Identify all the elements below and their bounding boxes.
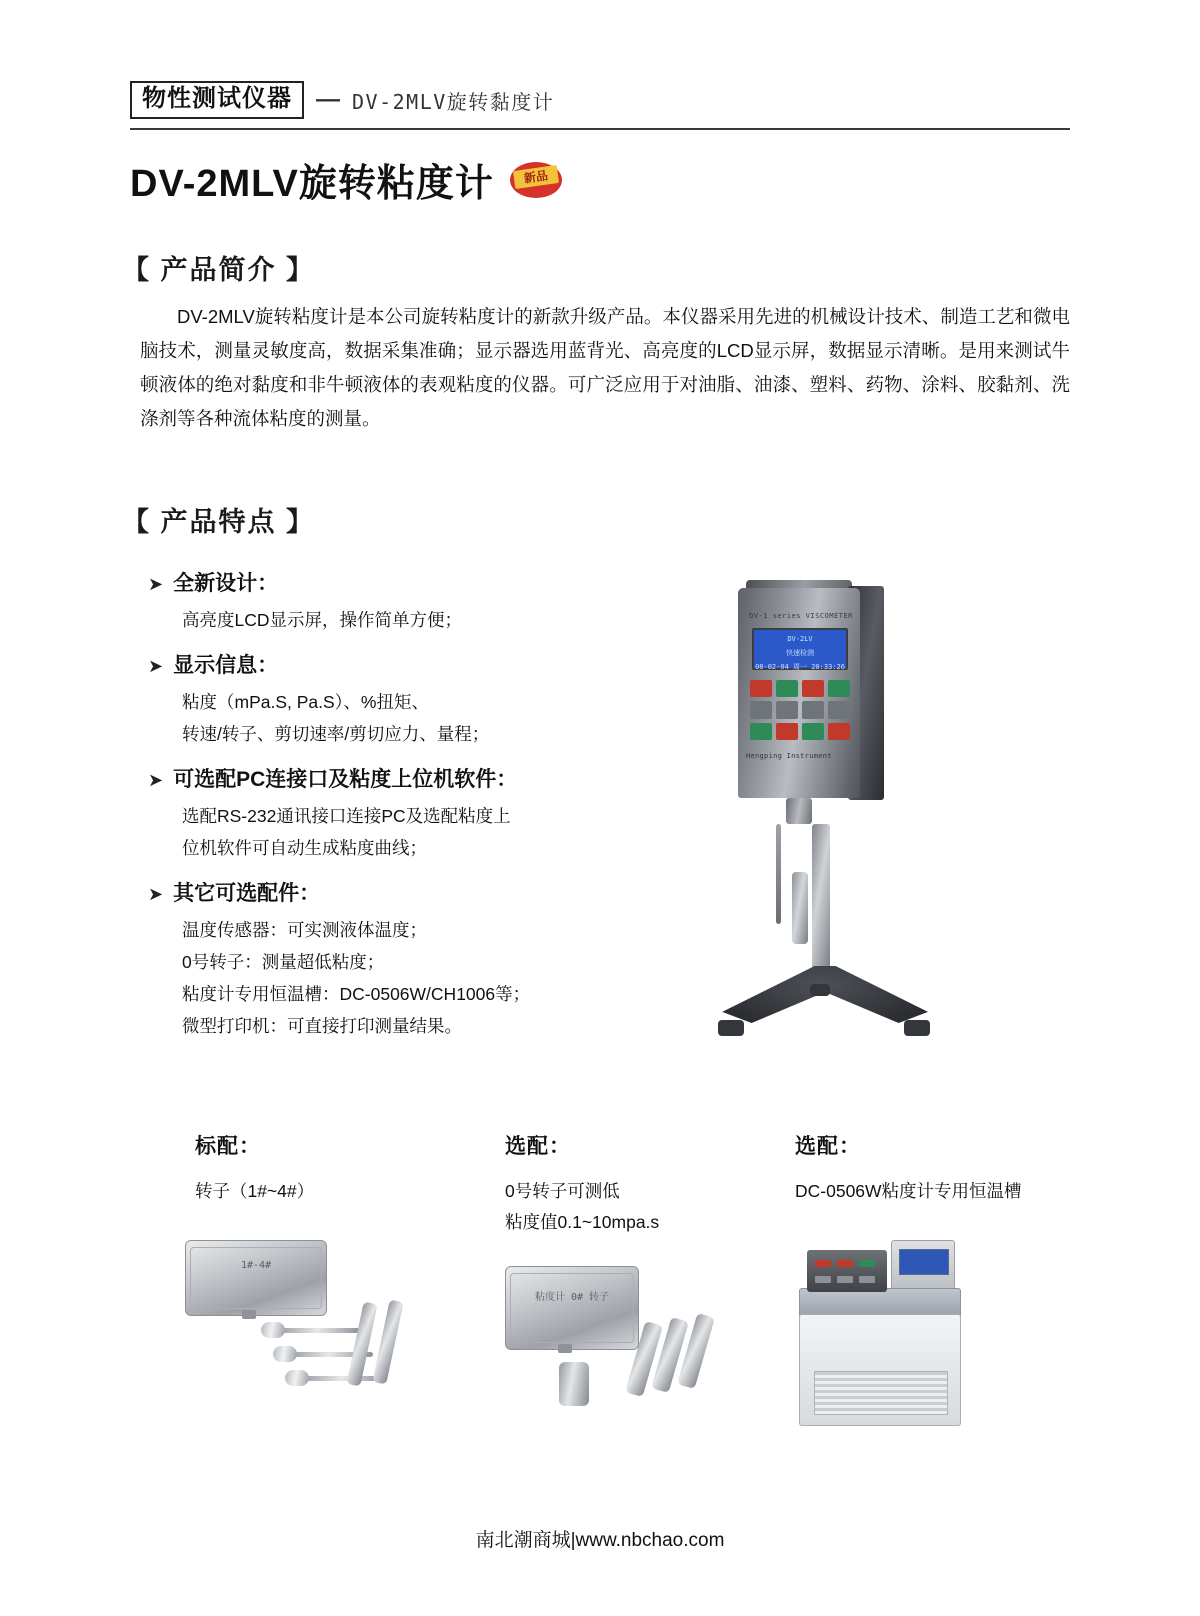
spindle-case	[505, 1266, 639, 1350]
feature-detail-line: 微型打印机：可直接打印测量结果。	[182, 1016, 462, 1036]
keypad-key	[802, 701, 824, 718]
instrument-spindle	[792, 872, 808, 944]
bath-vent-grill	[814, 1371, 948, 1415]
panel-button	[815, 1276, 831, 1283]
column-description	[195, 1176, 495, 1207]
keypad-key	[750, 723, 772, 740]
header-category-badge: 物性测试仪器	[130, 81, 304, 119]
keypad-key	[828, 723, 850, 740]
feature-detail-lines	[182, 604, 708, 636]
instrument-base	[718, 966, 928, 1028]
feature-title-text: 显示信息：	[173, 654, 279, 677]
new-product-badge-icon	[510, 158, 562, 202]
column-description-line: 转子（1#~4#）	[195, 1181, 315, 1201]
feature-detail-line: 位机软件可自动生成粘度曲线；	[182, 838, 427, 858]
feature-title-text: 可选配PC连接口及粘度上位机软件：	[173, 768, 518, 791]
column-title: 选配：	[505, 1135, 571, 1158]
column-description-line: 粘度值0.1~10mpa.s	[505, 1212, 660, 1232]
column-description-line: DC-0506W粘度计专用恒温槽	[795, 1181, 1022, 1201]
feature-detail-lines	[182, 800, 708, 864]
column-description	[795, 1176, 1095, 1207]
accessory-photo-thermostatic-bath	[795, 1240, 1055, 1440]
feature-title-row	[148, 878, 708, 910]
arrow-right-icon: ➤	[148, 884, 164, 904]
spindle-head	[261, 1322, 285, 1338]
feature-detail-line: 选配RS-232通讯接口连接PC及选配粘度上	[182, 806, 511, 826]
column-description-line: 0号转子可测低	[505, 1181, 620, 1201]
keypad-key	[776, 701, 798, 718]
arrow-right-icon: ➤	[148, 574, 164, 594]
instrument-logo-text: Hengping Instrument	[746, 752, 832, 760]
section-heading-features: 【 产品特点 】	[122, 507, 316, 537]
keypad-key	[802, 723, 824, 740]
instrument-keypad	[750, 680, 850, 740]
feature-detail-lines	[182, 914, 708, 1042]
feature-title-text: 全新设计：	[173, 572, 279, 595]
accessory-column-standard	[195, 1130, 495, 1272]
panel-button	[837, 1276, 853, 1283]
arrow-right-icon: ➤	[148, 656, 164, 676]
spindle-head	[285, 1370, 309, 1386]
keypad-key	[828, 701, 850, 718]
panel-readout	[859, 1260, 875, 1267]
page-title-row	[130, 152, 562, 207]
features-list	[148, 568, 708, 1056]
feature-item	[148, 568, 708, 636]
feature-detail-lines	[182, 686, 708, 750]
spindle-head	[273, 1346, 297, 1362]
feature-detail-line: 温度传感器：可实测液体温度；	[182, 920, 427, 940]
bath-control-panel	[807, 1250, 887, 1292]
introduction-paragraph: DV-2MLV旋转粘度计是本公司旋转粘度计的新款升级产品。本仪器采用先进的机械设计技术、制造工艺和微电脑技术，测量灵敏度高，数据采集准确；显示器选用蓝背光、高亮度的LCD显示屏，数据显示清晰。是用来测试牛顿液体的绝对黏度和非牛顿液体的表观粘度的仪器。可广泛应用于对油脂、油漆、塑料、药物、涂料、胶黏剂、洗涤剂等各种流体粘度的测量。	[140, 306, 1070, 429]
case-latch	[558, 1344, 572, 1353]
section-heading-introduction: 【 产品简介 】	[122, 255, 316, 285]
case-label: 1#-4#	[240, 1260, 272, 1272]
accessory-column-optional-bath	[795, 1130, 1095, 1207]
header-model-text: DV-2MLV旋转黏度计	[352, 89, 555, 114]
feature-item	[148, 650, 708, 750]
lcd-line-2: 快速检测	[786, 649, 814, 657]
instrument-foot	[904, 1020, 930, 1036]
lcd-line-3: 08-02-04 周一 20:33:26	[755, 663, 845, 671]
keypad-key	[750, 701, 772, 718]
panel-button	[859, 1276, 875, 1283]
feature-item	[148, 764, 708, 864]
feature-detail-line: 粘度计专用恒温槽：DC-0506W/CH1006等；	[182, 984, 531, 1004]
feature-title-row	[148, 568, 708, 600]
keypad-key	[776, 723, 798, 740]
feature-detail-line: 0号转子：测量超低粘度；	[182, 952, 385, 972]
arrow-right-icon: ➤	[148, 770, 164, 790]
bath-controller-screen	[899, 1249, 949, 1275]
spindle-rod	[281, 1328, 361, 1333]
keypad-key	[776, 680, 798, 697]
case-edge	[190, 1247, 322, 1309]
feature-item	[148, 878, 708, 1042]
column-title: 标配：	[195, 1135, 261, 1158]
spindle-cup	[559, 1362, 589, 1406]
column-description	[505, 1176, 805, 1238]
badge-label: 新品	[523, 167, 549, 186]
accessories-columns	[150, 1130, 1050, 1500]
keypad-key	[750, 680, 772, 697]
case-label: 粘度计 0# 转子	[534, 1292, 610, 1304]
page-title: DV-2MLV旋转粘度计	[130, 163, 494, 205]
document-header	[130, 80, 1070, 132]
instrument-foot	[810, 984, 830, 996]
instrument-lcd-screen	[752, 628, 848, 670]
feature-detail-line: 高亮度LCD显示屏，操作简单方便；	[182, 610, 463, 630]
header-divider	[130, 128, 1070, 130]
case-edge	[510, 1273, 634, 1343]
feature-title-row	[148, 764, 708, 796]
column-title: 选配：	[795, 1135, 861, 1158]
keypad-key	[802, 680, 824, 697]
panel-readout	[815, 1260, 831, 1267]
instrument-neck	[786, 798, 812, 824]
instrument-foot	[718, 1020, 744, 1036]
panel-readout	[837, 1260, 853, 1267]
case-latch	[242, 1310, 256, 1319]
accessory-photo-spindle-set	[185, 1240, 475, 1440]
product-photo-viscometer	[690, 580, 980, 1070]
spindle-tube	[372, 1299, 403, 1384]
header-dash: —	[316, 86, 340, 113]
lcd-line-1: DV-2LV	[787, 635, 813, 643]
accessory-column-optional-spindle0	[505, 1130, 805, 1304]
feature-title-text: 其它可选配件：	[173, 882, 321, 905]
keypad-key	[828, 680, 850, 697]
feature-detail-line: 粘度（mPa.S, Pa.S）、%扭矩、	[182, 692, 429, 712]
instrument-brand-text: DV-1 series VISCOMETER	[749, 612, 853, 620]
header-row	[130, 80, 1070, 120]
feature-detail-line: 转速/转子、剪切速率/剪切应力、量程；	[182, 724, 490, 744]
bath-body	[799, 1314, 961, 1426]
page-footer: 南北潮商城|www.nbchao.com	[475, 1530, 725, 1551]
spindle-case	[185, 1240, 327, 1316]
feature-title-row	[148, 650, 708, 682]
accessory-photo-spindle0-set	[495, 1266, 795, 1466]
